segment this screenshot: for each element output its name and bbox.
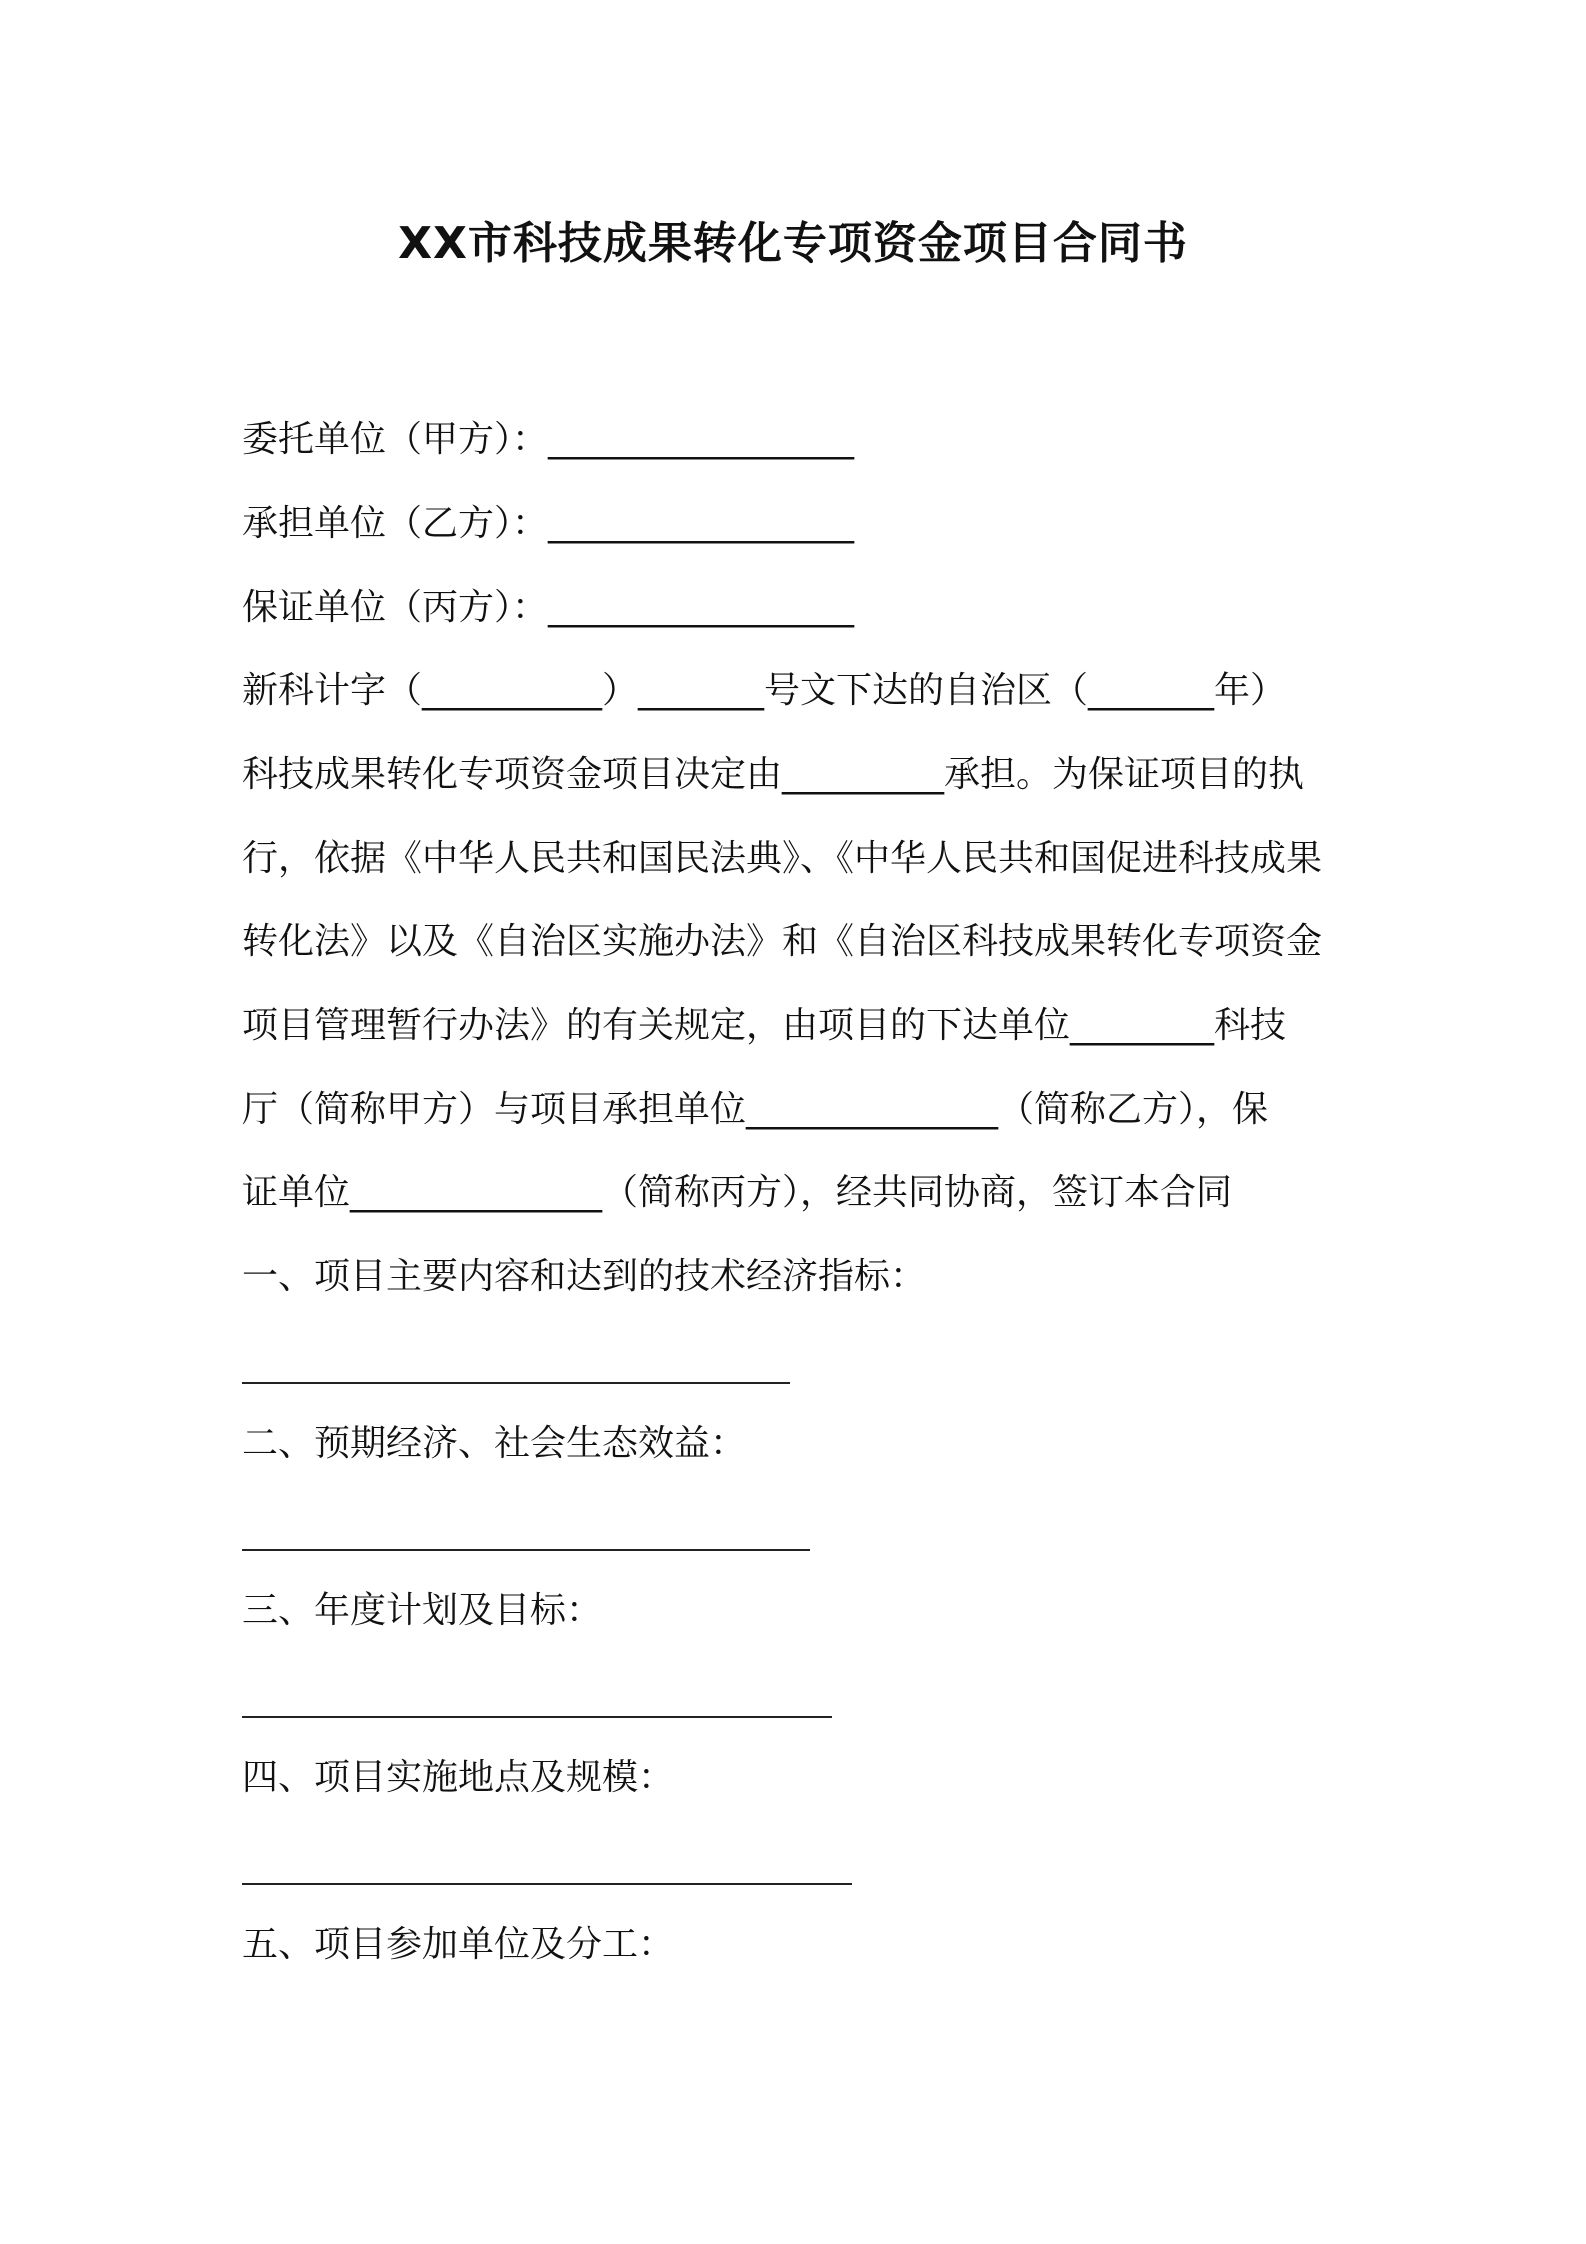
preamble-line: 项目管理暂行办法》的有关规定，由项目的下达单位________科技 xyxy=(242,1005,1287,1046)
section-heading-3: 三、年度计划及目标： xyxy=(242,1590,603,1631)
party-a-line: 委托单位（甲方）：_________________ xyxy=(242,419,855,460)
section-3-blank-line xyxy=(242,1716,832,1718)
preamble-line: 科技成果转化专项资金项目决定由_________承担。为保证项目的执 xyxy=(242,754,1305,795)
preamble-line: 新科计字（__________）_______号文下达的自治区（_______年） xyxy=(242,670,1287,711)
document-title: XX市科技成果转化专项资金项目合同书 xyxy=(398,218,1188,269)
preamble-line: 证单位______________（简称丙方），经共同协商，签订本合同 xyxy=(242,1172,1233,1213)
section-1-blank-line xyxy=(242,1382,790,1384)
preamble-line: 厅（简称甲方）与项目承担单位______________（简称乙方），保 xyxy=(242,1089,1269,1130)
party-b-line: 承担单位（乙方）：_________________ xyxy=(242,503,855,544)
section-heading-5: 五、项目参加单位及分工： xyxy=(242,1924,675,1965)
section-2-blank-line xyxy=(242,1549,810,1551)
section-heading-4: 四、项目实施地点及规模： xyxy=(242,1757,675,1798)
preamble-line: 转化法》以及《自治区实施办法》和《自治区科技成果转化专项资金 xyxy=(242,921,1323,962)
party-c-line: 保证单位（丙方）：_________________ xyxy=(242,587,855,628)
section-4-blank-line xyxy=(242,1883,852,1885)
section-heading-1: 一、项目主要内容和达到的技术经济指标： xyxy=(242,1256,927,1297)
section-heading-2: 二、预期经济、社会生态效益： xyxy=(242,1423,747,1464)
preamble-line: 行，依据《中华人民共和国民法典》、《中华人民共和国促进科技成果 xyxy=(242,838,1323,879)
